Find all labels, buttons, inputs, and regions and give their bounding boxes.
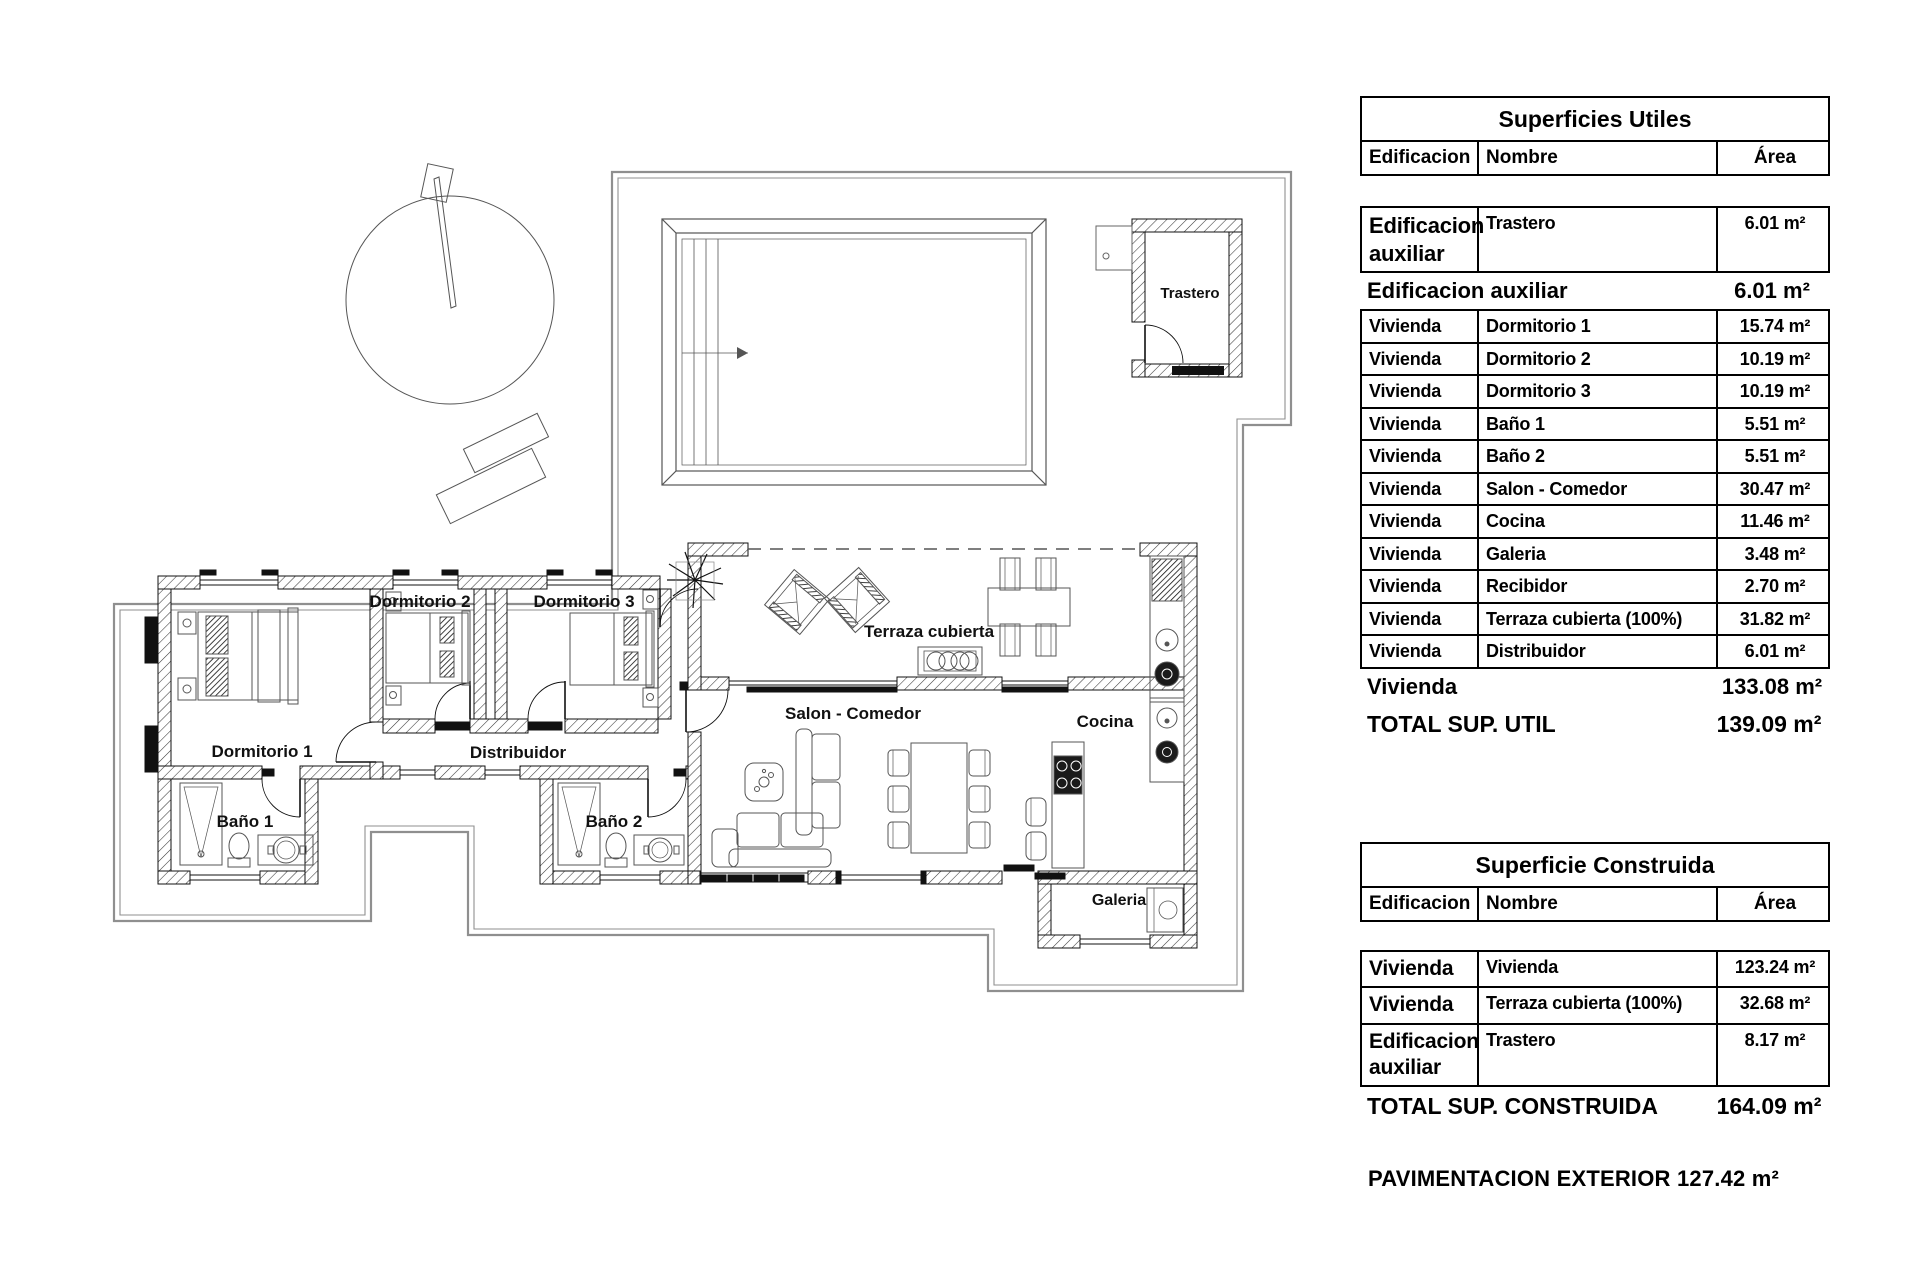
room-label-galeria: Galeria xyxy=(1091,892,1147,909)
salon-door xyxy=(686,690,728,732)
pool xyxy=(662,219,1046,485)
table-row: Vivienda Terraza cubierta (100%) 31.82 m² xyxy=(1362,602,1828,635)
superficie-construida-table xyxy=(1360,842,1830,1127)
room-label-bano1: Baño 1 xyxy=(216,812,274,831)
vivienda-summary-row xyxy=(1360,669,1830,705)
table-row: Vivienda Dormitorio 3 10.19 m² xyxy=(1362,374,1828,407)
stool xyxy=(1026,832,1046,860)
sofa xyxy=(712,729,840,867)
summary-label: Vivienda xyxy=(1367,673,1458,699)
table-row: Vivienda Salon - Comedor 30.47 m² xyxy=(1362,472,1828,505)
col-header-edificacion: Edificacion xyxy=(1369,893,1471,914)
col-header-edificacion: Edificacion xyxy=(1369,147,1471,168)
table-row: Vivienda Terraza cubierta (100%) 32.68 m² xyxy=(1362,986,1828,1022)
trastero-door xyxy=(1145,325,1183,363)
room-label-dormitorio2: Dormitorio 2 xyxy=(369,592,471,611)
bench xyxy=(436,413,548,523)
table-row: Edificacion auxiliar Trastero 8.17 m² xyxy=(1362,1023,1828,1086)
sink xyxy=(634,835,684,865)
room-label-bano2: Baño 2 xyxy=(585,812,643,831)
table-row: Vivienda Dormitorio 1 15.74 m² xyxy=(1362,311,1828,342)
stool xyxy=(1026,798,1046,826)
cell-area: 6.01 m² xyxy=(1716,208,1832,271)
kitchen-island xyxy=(1026,742,1084,868)
dorm2-door xyxy=(435,681,470,719)
table-title: Superficies Utiles xyxy=(1360,96,1830,142)
room-label-distribuidor: Distribuidor xyxy=(469,743,567,762)
kitchen-counter xyxy=(1150,698,1184,782)
table-row: Vivienda Cocina 11.46 m² xyxy=(1362,504,1828,537)
pavimentacion-note: PAVIMENTACION EXTERIOR 127.42 m² xyxy=(1368,1166,1780,1191)
utility-box xyxy=(1096,226,1132,270)
vivienda-block xyxy=(1360,309,1830,669)
total-value: 139.09 m² xyxy=(1716,710,1822,737)
bano2-door xyxy=(648,779,686,817)
summary-value: 6.01 m² xyxy=(1734,278,1810,303)
sink-dark xyxy=(1156,741,1178,763)
room-label-dormitorio3: Dormitorio 3 xyxy=(533,592,635,611)
table-row: Vivienda Baño 1 5.51 m² xyxy=(1362,407,1828,440)
grill-icon xyxy=(1152,559,1182,601)
summary-value: 133.08 m² xyxy=(1721,673,1823,699)
sink-dark xyxy=(1155,662,1179,686)
aux-summary-row xyxy=(1360,273,1830,309)
table-row: Vivienda Distribuidor 6.01 m² xyxy=(1362,634,1828,667)
dorm1-door xyxy=(336,722,376,762)
col-header-nombre: Nombre xyxy=(1477,888,1716,920)
side-table xyxy=(745,763,783,801)
table-row xyxy=(1362,208,1828,271)
pool-arrow-icon xyxy=(737,347,748,359)
toilet xyxy=(605,833,627,867)
total-label: TOTAL SUP. UTIL xyxy=(1367,710,1556,737)
total-value: 164.09 m² xyxy=(1716,1093,1822,1119)
bbq-rings xyxy=(918,647,982,675)
washing-machine xyxy=(1147,888,1183,932)
table-header-row xyxy=(1360,888,1830,922)
summary-label: Edificacion auxiliar xyxy=(1367,278,1568,303)
table-row: Vivienda Vivienda 123.24 m² xyxy=(1362,952,1828,986)
dining-chair xyxy=(888,750,990,848)
total-label: TOTAL SUP. CONSTRUIDA xyxy=(1367,1093,1658,1119)
cell-nombre: Trastero xyxy=(1477,208,1716,271)
aux-block xyxy=(1360,206,1830,273)
room-label-cocina: Cocina xyxy=(1076,712,1134,731)
total-sup-util-row xyxy=(1360,705,1830,745)
circular-feature xyxy=(346,164,554,404)
total-sup-construida-row xyxy=(1360,1087,1830,1127)
col-header-area: Área xyxy=(1716,142,1832,174)
dorm3-door xyxy=(528,681,565,719)
col-header-area: Área xyxy=(1716,888,1832,920)
outdoor-chair xyxy=(1000,558,1056,656)
bed xyxy=(178,608,298,704)
outdoor-table xyxy=(988,558,1070,656)
room-label-dormitorio1: Dormitorio 1 xyxy=(211,742,313,761)
sink xyxy=(1156,629,1178,651)
table-row: Vivienda Galeria 3.48 m² xyxy=(1362,537,1828,570)
table-row: Vivienda Dormitorio 2 10.19 m² xyxy=(1362,342,1828,375)
room-label-salon: Salon - Comedor xyxy=(784,704,922,723)
toilet xyxy=(228,833,250,867)
table-header-row xyxy=(1360,142,1830,176)
cell-edificacion: Edificacion auxiliar xyxy=(1369,213,1485,266)
sink xyxy=(1157,708,1177,728)
dining-table xyxy=(888,743,990,853)
room-label-terraza: Terraza cubierta xyxy=(863,622,995,641)
superficies-utiles-table xyxy=(1360,96,1830,745)
table-row: Vivienda Recibidor 2.70 m² xyxy=(1362,569,1828,602)
table-row: Vivienda Baño 2 5.51 m² xyxy=(1362,439,1828,472)
room-label-trastero: Trastero xyxy=(1160,285,1220,302)
table-title: Superficie Construida xyxy=(1360,842,1830,888)
col-header-nombre: Nombre xyxy=(1477,142,1716,174)
construida-block xyxy=(1360,950,1830,1087)
trastero-threshold xyxy=(1172,366,1224,375)
